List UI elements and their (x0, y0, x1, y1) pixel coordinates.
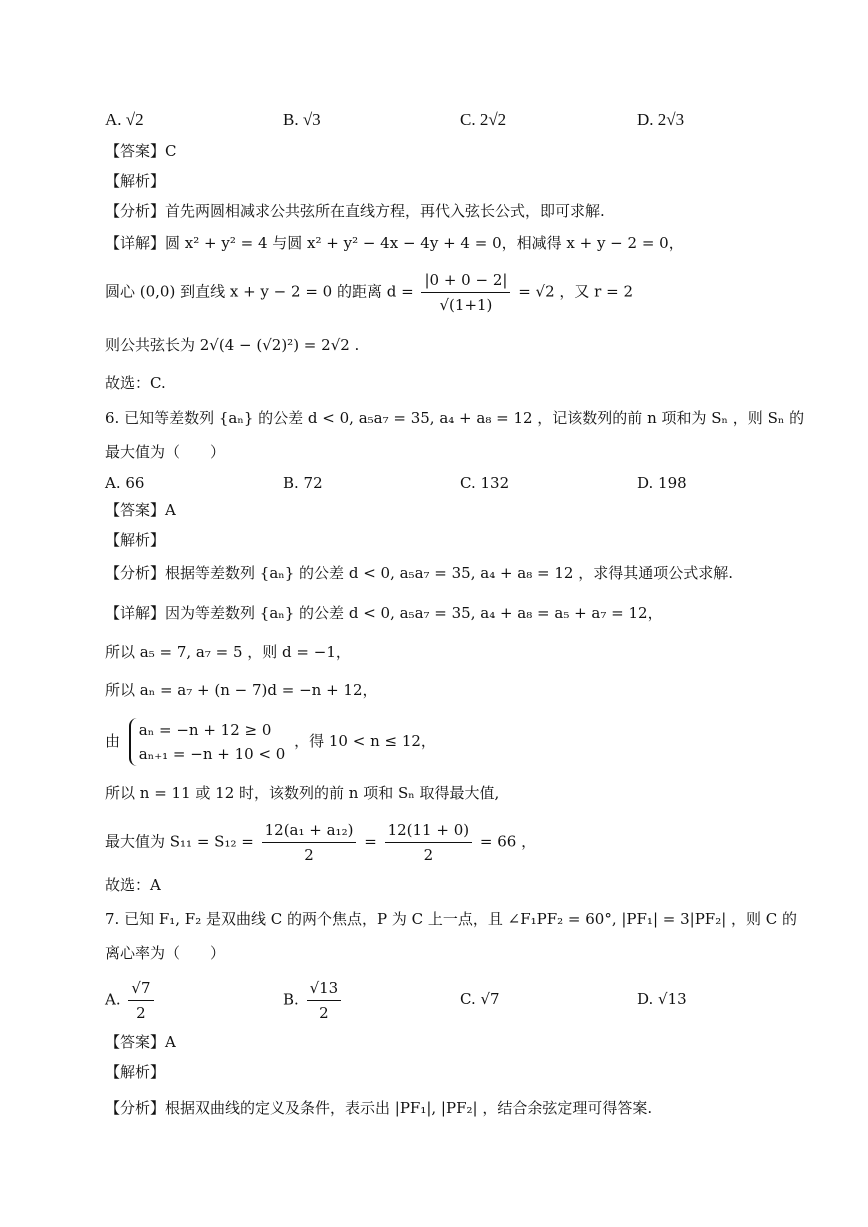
q6-max-equals: = (364, 832, 377, 851)
q6-system-result: ，得 10 < n ≤ 12， (294, 732, 436, 750)
q7-stem-line2: 离心率为（ ） (105, 944, 226, 962)
q5-option-a: A. √2 (105, 110, 144, 129)
q7-option-b-denominator: 2 (319, 1004, 329, 1022)
q6-max-numerator-2: 12(11 + 0) (385, 820, 473, 843)
q6-detail-line2: 所以 a₅ = 7, a₇ = 5 ，则 d = −1， (105, 643, 351, 661)
q7-option-b-numerator: √13 (307, 978, 342, 1001)
q6-choose: 故选：A (105, 876, 161, 894)
q7-option-a-fraction (128, 978, 153, 1023)
q5-detail-line1: 【详解】圆 x² + y² = 4 与圆 x² + y² − 4x − 4y + 4 = 0，相减得 x + y − 2 = 0， (105, 234, 684, 252)
q5-option-b: B. √3 (283, 110, 321, 129)
q6-system-row1: aₙ = −n + 12 ≥ 0 (138, 721, 272, 739)
q6-max-fraction-2 (385, 820, 473, 865)
q5-distance-result: = √2 ，又 r = 2 (518, 282, 633, 301)
q7-option-b (283, 978, 344, 1023)
q6-max-prefix: 最大值为 S₁₁ = S₁₂ = (105, 832, 254, 851)
q7-analysis-heading: 【解析】 (105, 1063, 166, 1081)
q7-option-a-label: A. (105, 990, 121, 1009)
q5-answer: 【答案】C (105, 142, 177, 160)
q7-option-b-fraction (307, 978, 342, 1023)
q7-fenxi: 【分析】根据双曲线的定义及条件，表示出 |PF₁|, |PF₂| ，结合余弦定理可得答案. (105, 1099, 653, 1117)
q6-max-fraction-1 (262, 820, 357, 865)
q5-distance-prefix: 圆心 (0,0) 到直线 x + y − 2 = 0 的距离 d = (105, 282, 414, 301)
q6-option-d: D. 198 (637, 474, 687, 492)
q7-option-d: D. √13 (637, 990, 687, 1008)
q5-option-d: D. 2√3 (637, 110, 685, 129)
q6-answer: 【答案】A (105, 501, 176, 519)
q7-answer: 【答案】A (105, 1033, 176, 1051)
q7-option-c: C. √7 (460, 990, 500, 1008)
q6-system-prefix: 由 (105, 732, 121, 750)
q6-detail-line3: 所以 aₙ = a₇ + (n − 7)d = −n + 12， (105, 681, 378, 699)
q5-option-c: C. 2√2 (460, 110, 507, 129)
q5-detail-line2 (105, 270, 633, 315)
q5-choose: 故选：C. (105, 374, 166, 392)
q6-inequality-system-line (105, 718, 436, 766)
q6-max-value-line (105, 820, 536, 865)
q5-analysis-heading: 【解析】 (105, 172, 166, 190)
q5-distance-denominator: √(1+1) (439, 296, 493, 314)
q6-max-result: = 66 ， (479, 832, 537, 851)
q7-option-a-numerator: √7 (128, 978, 153, 1001)
q5-distance-fraction (421, 270, 510, 315)
q7-option-a-denominator: 2 (136, 1004, 146, 1022)
q6-stem-line2: 最大值为（ ） (105, 443, 226, 461)
q6-max-numerator-1: 12(a₁ + a₁₂) (262, 820, 357, 843)
q6-stem-line1: 6. 已知等差数列 {aₙ} 的公差 d < 0, a₅a₇ = 35, a₄ + a₈ = 12 ，记该数列的前 n 项和为 Sₙ ，则 Sₙ 的 (105, 409, 805, 427)
q5-detail-line3: 则公共弦长为 2√(4 − (√2)²) = 2√2 . (105, 336, 360, 354)
q6-system-row2: aₙ₊₁ = −n + 10 < 0 (138, 745, 286, 763)
q5-fenxi: 【分析】首先两圆相减求公共弦所在直线方程，再代入弦长公式，即可求解. (105, 202, 605, 220)
q6-max-denominator-2: 2 (423, 846, 434, 864)
q6-max-denominator-1: 2 (304, 846, 314, 864)
q6-option-b: B. 72 (283, 474, 323, 492)
q6-analysis-heading: 【解析】 (105, 531, 166, 549)
q6-option-a: A. 66 (105, 474, 145, 492)
q6-inequality-system (129, 718, 286, 766)
q6-option-c: C. 132 (460, 474, 510, 492)
q7-stem-line1: 7. 已知 F₁, F₂ 是双曲线 C 的两个焦点，P 为 C 上一点，且 ∠F₁PF₂ = 60°, |PF₁| = 3|PF₂| ，则 C 的 (105, 910, 798, 928)
q6-detail-line5: 所以 n = 11 或 12 时，该数列的前 n 项和 Sₙ 取得最大值, (105, 784, 500, 802)
q6-fenxi: 【分析】根据等差数列 {aₙ} 的公差 d < 0, a₅a₇ = 35, a₄ + a₈ = 12 ，求得其通项公式求解. (105, 564, 733, 582)
q7-option-b-label: B. (283, 990, 299, 1009)
q7-option-a (105, 978, 157, 1023)
q5-distance-numerator: |0 + 0 − 2| (421, 270, 510, 293)
q6-detail-line1: 【详解】因为等差数列 {aₙ} 的公差 d < 0, a₅a₇ = 35, a₄ + a₈ = a₅ + a₇ = 12， (105, 604, 663, 622)
